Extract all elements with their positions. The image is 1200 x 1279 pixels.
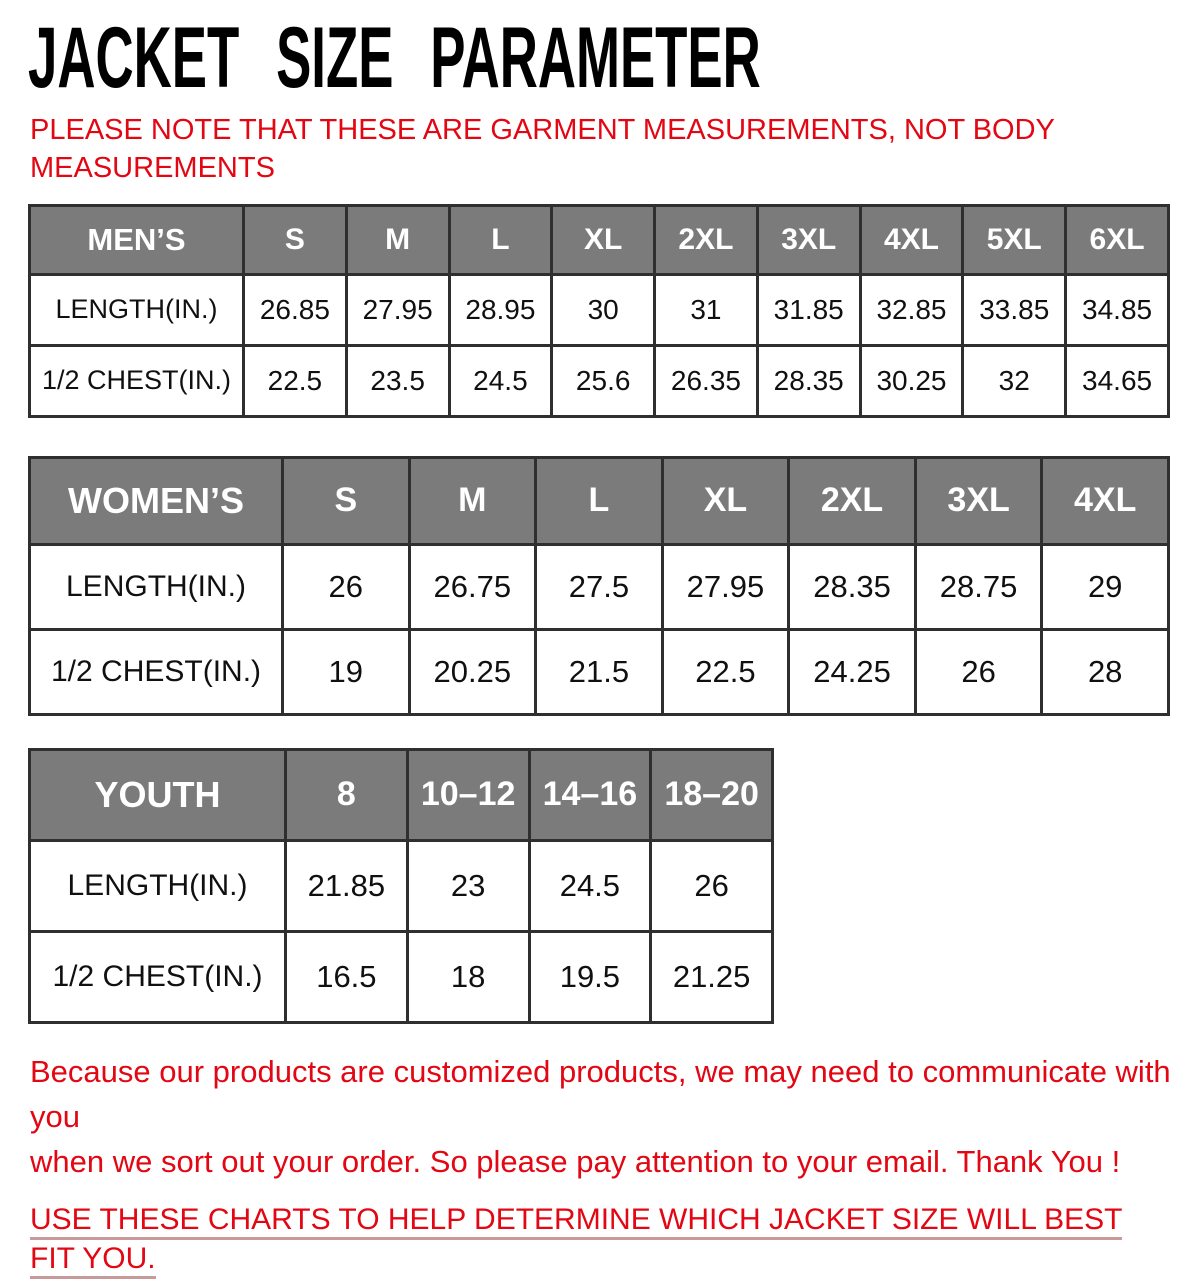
value-cell: 28.35 <box>789 544 916 629</box>
page-title-text: JACKET SIZE PARAMETER <box>28 9 761 106</box>
size-header-cell: 3XL <box>915 457 1042 544</box>
value-cell: 28 <box>1042 629 1169 714</box>
customization-notice-line-1: Because our products are customized products, we may need to communicate with you <box>30 1053 1171 1134</box>
size-header-cell: S <box>244 205 347 274</box>
group-label-cell: MEN’S <box>30 205 244 274</box>
garment-measurements-note <box>30 112 1172 188</box>
size-header-cell: S <box>283 457 410 544</box>
table-row <box>30 544 1169 629</box>
size-table-mens <box>28 204 1170 418</box>
value-cell: 23.5 <box>346 345 449 416</box>
row-label-cell: LENGTH(IN.) <box>30 840 286 931</box>
value-cell: 30.25 <box>860 345 963 416</box>
row-label-cell: LENGTH(IN.) <box>30 544 283 629</box>
value-cell: 18 <box>407 931 529 1022</box>
size-header-cell: 4XL <box>1042 457 1169 544</box>
size-header-cell: 6XL <box>1066 205 1169 274</box>
value-cell: 26.75 <box>409 544 536 629</box>
value-cell: 26 <box>915 629 1042 714</box>
womens-size-table <box>28 456 1172 716</box>
table-row <box>30 274 1169 345</box>
value-cell: 28.75 <box>915 544 1042 629</box>
group-label-cell: YOUTH <box>30 749 286 840</box>
value-cell: 24.25 <box>789 629 916 714</box>
size-header-cell: 3XL <box>757 205 860 274</box>
size-header-cell: 10–12 <box>407 749 529 840</box>
value-cell: 32.85 <box>860 274 963 345</box>
size-header-cell: L <box>536 457 663 544</box>
table-row <box>30 931 773 1022</box>
youth-size-table <box>28 748 1172 1024</box>
group-label-cell: WOMEN’S <box>30 457 283 544</box>
mens-size-table <box>28 204 1172 418</box>
header-row <box>30 457 1169 544</box>
row-label-cell: 1/2 CHEST(IN.) <box>30 345 244 416</box>
size-header-cell: 2XL <box>655 205 758 274</box>
page-title <box>28 9 1172 106</box>
size-header-cell: M <box>409 457 536 544</box>
customization-notice <box>30 1050 1172 1185</box>
table-row <box>30 629 1169 714</box>
size-header-cell: 5XL <box>963 205 1066 274</box>
size-header-cell: M <box>346 205 449 274</box>
value-cell: 21.5 <box>536 629 663 714</box>
size-header-cell: 8 <box>286 749 408 840</box>
size-header-cell: L <box>449 205 552 274</box>
value-cell: 26 <box>283 544 410 629</box>
value-cell: 32 <box>963 345 1066 416</box>
size-header-cell: XL <box>662 457 789 544</box>
header-row <box>30 205 1169 274</box>
value-cell: 26.85 <box>244 274 347 345</box>
value-cell: 19 <box>283 629 410 714</box>
value-cell: 34.85 <box>1066 274 1169 345</box>
value-cell: 27.95 <box>662 544 789 629</box>
value-cell: 34.65 <box>1066 345 1169 416</box>
row-label-cell: LENGTH(IN.) <box>30 274 244 345</box>
chart-usage-note-text: USE THESE CHARTS TO HELP DETERMINE WHICH JACKET SIZE WILL BEST FIT YOU. <box>30 1203 1122 1279</box>
value-cell: 26 <box>651 840 773 931</box>
customization-notice-line-2: when we sort out your order. So please pay attention to your email. Thank You ! <box>30 1143 1121 1179</box>
value-cell: 21.85 <box>286 840 408 931</box>
value-cell: 22.5 <box>662 629 789 714</box>
row-label-cell: 1/2 CHEST(IN.) <box>30 931 286 1022</box>
value-cell: 31.85 <box>757 274 860 345</box>
value-cell: 24.5 <box>529 840 651 931</box>
value-cell: 24.5 <box>449 345 552 416</box>
value-cell: 33.85 <box>963 274 1066 345</box>
value-cell: 23 <box>407 840 529 931</box>
value-cell: 27.5 <box>536 544 663 629</box>
size-header-cell: 14–16 <box>529 749 651 840</box>
row-label-cell: 1/2 CHEST(IN.) <box>30 629 283 714</box>
size-header-cell: 18–20 <box>651 749 773 840</box>
value-cell: 27.95 <box>346 274 449 345</box>
value-cell: 19.5 <box>529 931 651 1022</box>
size-header-cell: XL <box>552 205 655 274</box>
table-row <box>30 345 1169 416</box>
value-cell: 16.5 <box>286 931 408 1022</box>
value-cell: 20.25 <box>409 629 536 714</box>
value-cell: 21.25 <box>651 931 773 1022</box>
header-row <box>30 749 773 840</box>
value-cell: 28.35 <box>757 345 860 416</box>
chart-usage-note <box>30 1200 1172 1278</box>
table-row <box>30 840 773 931</box>
value-cell: 25.6 <box>552 345 655 416</box>
value-cell: 28.95 <box>449 274 552 345</box>
value-cell: 26.35 <box>655 345 758 416</box>
size-header-cell: 4XL <box>860 205 963 274</box>
note-line-1: PLEASE NOTE THAT THESE ARE GARMENT MEASUREMENTS, NOT BODY <box>30 114 1055 146</box>
size-table-youth <box>28 748 774 1024</box>
note-line-2: MEASUREMENTS <box>30 151 275 184</box>
value-cell: 22.5 <box>244 345 347 416</box>
value-cell: 30 <box>552 274 655 345</box>
size-header-cell: 2XL <box>789 457 916 544</box>
size-table-womens <box>28 456 1170 716</box>
value-cell: 29 <box>1042 544 1169 629</box>
value-cell: 31 <box>655 274 758 345</box>
